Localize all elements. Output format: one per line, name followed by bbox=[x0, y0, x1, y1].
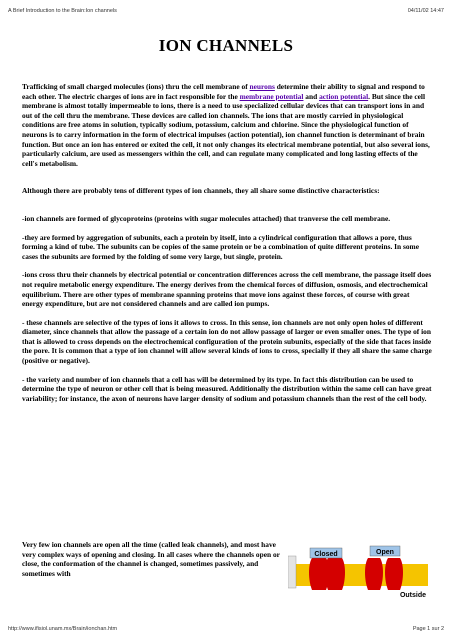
header-timestamp: 04/11/02 14:47 bbox=[407, 8, 444, 14]
neurons-link[interactable]: neurons bbox=[249, 82, 275, 91]
page-footer bbox=[8, 626, 444, 636]
article-body bbox=[22, 82, 432, 412]
closed-channel bbox=[309, 558, 345, 590]
footer-url: http://www.ifisiol.unam.mx/Brain/ionchan.htm bbox=[8, 626, 118, 632]
membrane-band bbox=[288, 564, 428, 586]
outside-label: Outside bbox=[399, 592, 426, 598]
page-header bbox=[8, 8, 444, 18]
open-label: Open bbox=[376, 549, 394, 556]
footer-page-number: Page 1 sur 2 bbox=[412, 626, 444, 632]
gating-paragraph: Very few ion channels are open all the time (called leak channels), and most have very complex ways of opening and closing. In all cases where the channels open or close, the conformation of the channel is changed, sometimes passively, and sometimes with bbox=[22, 540, 280, 578]
characteristics-intro: Although there are probably tens of different types of ion channels, they all share some distinctive characteristics: bbox=[22, 186, 380, 196]
intro-text-2: determine their ability to signal and respond to each other. The electric charges of ions are in fact responsible for the bbox=[22, 82, 425, 101]
intro-text-1: Trafficking of small charged molecules (ions) thru the cell membrane of bbox=[22, 82, 250, 91]
intro-text-3: and bbox=[303, 91, 320, 101]
characteristic-passive-transport: -ions cross thru their channels by electrical potential or concentration differences across the cell membrane, the passage itself does not require metabolic energy expenditure. The energy derives from the chemical forces of diffusion, osmosis, and electrochemical equilibrium. There are other types of membrane spanning proteins that move ions against these forces, of course with great energy expenditure, but are not considered channels and are called ion pumps. bbox=[22, 270, 432, 309]
page-title: ION CHANNELS bbox=[158, 36, 294, 55]
action-potential-link[interactable]: action potential bbox=[319, 91, 369, 101]
characteristic-subunits: -they are formed by aggregation of subunits, each a protein by itself, into a cylindrical configuration that allows a pore, thus forming a kind of tube. The subunits can be copies of the same protein or be a combination of quite different proteins. In some cases the subunits are formed by the folding of some very large, but single, protein. bbox=[22, 232, 419, 261]
characteristic-glycoproteins: -ion channels are formed of glycoproteins (proteins with sugar molecules attached) that tranverse the cell membrane. bbox=[22, 213, 391, 223]
intro-paragraph bbox=[22, 82, 432, 168]
side-strip bbox=[288, 556, 296, 588]
channel-diagram bbox=[288, 540, 428, 598]
intro-text-4: . But since the cell membrane is almost totally impermeable to ions, there is a need to use specialized cellular devices that can transport ions in and out of the cell thru the membrane. These devices are called ion channels. The ions that are mostly carried in physiological conditions are free atoms in solution, typically sodium, potassium, calcium and chlorine. Since the physiological function of neurons is to carry information in the form of electrical impulses (action potential), ion channel function is determinant of brain function. But once an ion has entered or exited the cell, it not only changes its electrical membrane potential, but also several ions, particularly calcium, are used as messengers within the cell, and can regulate many complicated and long lasting effects of the cell's metabolism. bbox=[22, 91, 430, 168]
membrane-potential-link[interactable]: membrane potential bbox=[239, 91, 304, 101]
characteristic-distribution: - the variety and number of ion channels that a cell has will be determined by its type. In fact this distribution can be used to determine the type of neuron or other cell that is being measured. Additionally the distribution within the same cell can have great variability; for instance, the axon of neurons have larger density of sodium and potassium channels than the rest of the cell body. bbox=[22, 374, 432, 403]
closed-label: Closed bbox=[314, 551, 338, 558]
header-title: A Brief Introduction to the Brain:Ion channels bbox=[8, 8, 117, 14]
characteristic-selectivity: - these channels are selective of the types of ions it allows to cross. In this sense, ion channels are not only open holes of different diameter, since channels that allow the passage of a certain ion do not allow passage of larger or even smaller ones. The type of ion that is allowed to cross depends on the electrochemical configuration of the protein subunits, especially of the side that faces inside the pore. It is common that a type of ion channel will allow several kinds of ions to cross, specially if they all share the same charge (positive or negative). bbox=[22, 317, 432, 366]
